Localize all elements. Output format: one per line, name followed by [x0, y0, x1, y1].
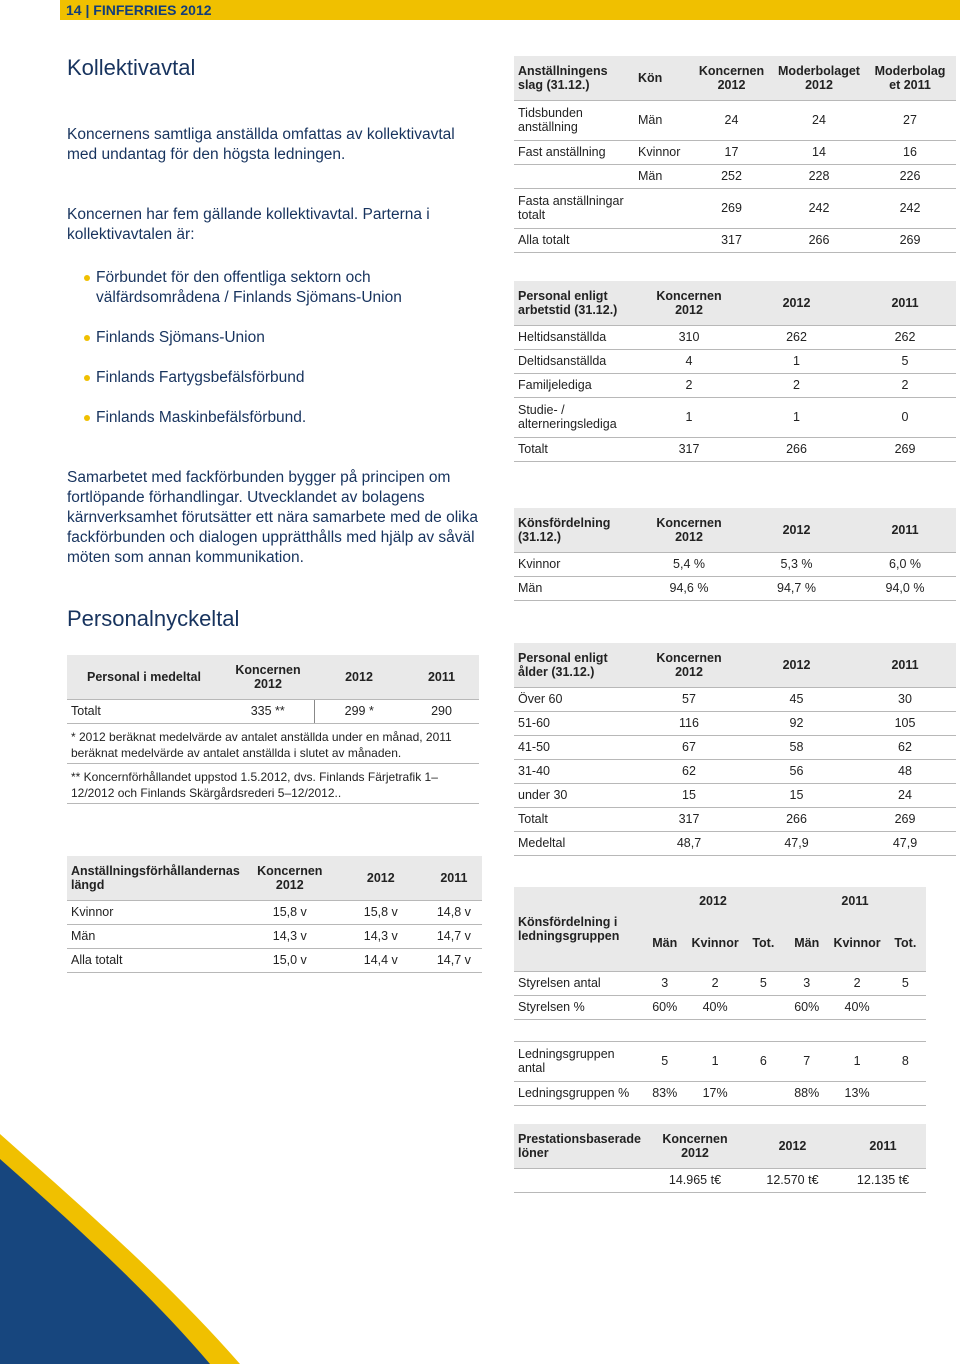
- cell: 14: [774, 140, 864, 164]
- cell: 27: [864, 100, 956, 140]
- cell: [743, 995, 784, 1019]
- cell: Totalt: [67, 699, 222, 723]
- cell: 317: [689, 228, 774, 252]
- cell: 14,3 v: [244, 924, 336, 948]
- cell: 226: [864, 164, 956, 188]
- cell: 242: [774, 188, 864, 228]
- cell: 242: [864, 188, 956, 228]
- cell: 24: [774, 100, 864, 140]
- cell: 0: [854, 397, 956, 437]
- table-header: [514, 643, 956, 687]
- cell: 60%: [642, 995, 687, 1019]
- cell: 60%: [784, 995, 829, 1019]
- table-header: [514, 56, 956, 100]
- table-row: [514, 1081, 926, 1105]
- cell: [634, 188, 689, 228]
- table-row: [67, 924, 482, 948]
- table-prestationsbaserade-loner: [514, 1124, 926, 1193]
- table-row: [67, 900, 482, 924]
- cell: Män: [634, 100, 689, 140]
- cell: 14,4 v: [336, 948, 426, 972]
- cell: Styrelsen %: [514, 995, 642, 1019]
- cell: 15: [639, 783, 739, 807]
- cell: 56: [739, 759, 854, 783]
- header-cell: 2012: [642, 887, 784, 915]
- cell: Män: [67, 924, 244, 948]
- footnote-1: * 2012 beräknat medelvärde av antalet anställda under en månad, 2011 beräknat medelvärde av antalet anställda i slutet av månaden.: [67, 723, 479, 763]
- table-row: [514, 576, 956, 600]
- cell: 1: [829, 1041, 884, 1081]
- cell: 1: [739, 397, 854, 437]
- table-row: [514, 228, 956, 252]
- header-cell: 2011: [854, 643, 956, 687]
- cell: Kvinnor: [67, 900, 244, 924]
- header-cell: Tot.: [743, 915, 784, 971]
- cell: 269: [854, 807, 956, 831]
- table-row: [514, 995, 926, 1019]
- header-cell: Personal enligt ålder (31.12.): [514, 643, 639, 687]
- cell: 92: [739, 711, 854, 735]
- header-cell: Koncernen 2012: [689, 56, 774, 100]
- cell: 3: [784, 971, 829, 995]
- table-row: [67, 763, 479, 803]
- cell: 17: [689, 140, 774, 164]
- table-header: [514, 281, 956, 325]
- cell: Kvinnor: [634, 140, 689, 164]
- header-cell: Koncernen 2012: [639, 508, 739, 552]
- cell: 14,3 v: [336, 924, 426, 948]
- table-header: [514, 887, 926, 915]
- cell: under 30: [514, 783, 639, 807]
- cell: 5: [642, 1041, 687, 1081]
- table-anstallningens-slag: [514, 56, 956, 253]
- cell: 228: [774, 164, 864, 188]
- spacer-cell: [514, 1019, 926, 1041]
- cell: 15: [739, 783, 854, 807]
- header-cell: Kvinnor: [829, 915, 884, 971]
- paragraph-1: Koncernens samtliga anställda omfattas av kollektivavtal med undantag för den högsta ledningen.: [67, 126, 455, 163]
- cell: Styrelsen antal: [514, 971, 642, 995]
- cell: 94,0 %: [854, 576, 956, 600]
- section-title-kollektivavtal: Kollektivavtal: [67, 55, 196, 80]
- cell: 14,8 v: [426, 900, 482, 924]
- header-cell: 2011: [854, 508, 956, 552]
- paragraph-3: Samarbetet med fackförbunden bygger på principen om fortlöpande förhandlingar. Utvecklandet av bolagens kärnverksamhet förutsätter ett nära samarbete med de olika fackförbunden och dialogen upprätthålls med hjälp av såväl möten som annan kommunikation.: [67, 469, 478, 566]
- cell: Studie- / alterneringslediga: [514, 397, 639, 437]
- cell: 8: [885, 1041, 926, 1081]
- cell: 62: [639, 759, 739, 783]
- header-cell: Anställningsförhållandernas längd: [67, 856, 244, 900]
- cell: 290: [404, 699, 479, 723]
- cell: 48,7: [639, 831, 739, 855]
- list-item: Finlands Fartygsbefälsförbund: [84, 368, 484, 388]
- cell: Medeltal: [514, 831, 639, 855]
- cell: 262: [854, 325, 956, 349]
- cell: Alla totalt: [67, 948, 244, 972]
- table-row: [514, 783, 956, 807]
- cell: 88%: [784, 1081, 829, 1105]
- cell: 1: [687, 1041, 742, 1081]
- cell: 24: [854, 783, 956, 807]
- cell: [514, 164, 634, 188]
- cell: Män: [634, 164, 689, 188]
- table-row: [514, 735, 956, 759]
- header-cell: Könsfördelning i ledningsgruppen: [514, 887, 642, 971]
- section-title-personalnyckeltal: Personalnyckeltal: [67, 606, 240, 631]
- union-list: [84, 268, 484, 448]
- list-item: Finlands Sjömans-Union: [84, 328, 484, 348]
- cell: 62: [854, 735, 956, 759]
- header-cell: Kön: [634, 56, 689, 100]
- cell: 5: [885, 971, 926, 995]
- header-cell: Moderbolag et 2011: [864, 56, 956, 100]
- header-cell: Personal i medeltal: [67, 655, 222, 699]
- cell: 47,9: [854, 831, 956, 855]
- header-cell: Tot.: [885, 915, 926, 971]
- table-row: [514, 373, 956, 397]
- cell: 7: [784, 1041, 829, 1081]
- table-ledningsgruppen: [514, 887, 926, 1106]
- cell: 57: [639, 687, 739, 711]
- cell: 5,4 %: [639, 552, 739, 576]
- cell: 269: [854, 437, 956, 461]
- cell: 262: [739, 325, 854, 349]
- table-spacer: [514, 1019, 926, 1041]
- cell: 15,8 v: [244, 900, 336, 924]
- corner-decoration: [0, 984, 240, 1364]
- cell: Ledningsgruppen %: [514, 1081, 642, 1105]
- cell: 116: [639, 711, 739, 735]
- cell: 2: [739, 373, 854, 397]
- cell: 94,6 %: [639, 576, 739, 600]
- cell: [743, 1081, 784, 1105]
- cell: 17%: [687, 1081, 742, 1105]
- cell: 40%: [829, 995, 884, 1019]
- table-row: [67, 723, 479, 763]
- table-row: [514, 831, 956, 855]
- cell: 94,7 %: [739, 576, 854, 600]
- cell: 48: [854, 759, 956, 783]
- table-konsfordelning: [514, 508, 956, 601]
- header-cell: Koncernen 2012: [639, 281, 739, 325]
- cell: [634, 228, 689, 252]
- cell: Familjelediga: [514, 373, 639, 397]
- cell: 13%: [829, 1081, 884, 1105]
- table-row: [514, 437, 956, 461]
- cell: 1: [639, 397, 739, 437]
- table-personal-alder: [514, 643, 956, 856]
- cell: Fasta anställningar totalt: [514, 188, 634, 228]
- cell: 5: [743, 971, 784, 995]
- cell: 266: [739, 437, 854, 461]
- header-cell: Koncernen 2012: [639, 643, 739, 687]
- cell: 58: [739, 735, 854, 759]
- cell: 12.570 t€: [745, 1168, 840, 1192]
- header-cell: 2012: [745, 1124, 840, 1168]
- page-header: [0, 0, 960, 20]
- cell: 67: [639, 735, 739, 759]
- table-row: [514, 552, 956, 576]
- cell: 3: [642, 971, 687, 995]
- header-cell: 2011: [784, 887, 926, 915]
- table-row: [514, 188, 956, 228]
- cell: Totalt: [514, 807, 639, 831]
- cell: 45: [739, 687, 854, 711]
- table-row: [514, 971, 926, 995]
- cell: 266: [739, 807, 854, 831]
- header-cell: Könsfördelning (31.12.): [514, 508, 639, 552]
- header-cell: Moderbolaget 2012: [774, 56, 864, 100]
- table-header: [67, 856, 482, 900]
- cell: 14.965 t€: [645, 1168, 745, 1192]
- header-cell: Anställningens slag (31.12.): [514, 56, 634, 100]
- header-cell: 2011: [840, 1124, 926, 1168]
- cell: 335 **: [222, 699, 314, 723]
- cell: 30: [854, 687, 956, 711]
- cell: [885, 1081, 926, 1105]
- table-row: [514, 687, 956, 711]
- cell: 40%: [687, 995, 742, 1019]
- cell: 15,8 v: [336, 900, 426, 924]
- cell: Deltidsanställda: [514, 349, 639, 373]
- header-cell: 2011: [854, 281, 956, 325]
- table-row: [514, 100, 956, 140]
- header-cell: Koncernen 2012: [244, 856, 336, 900]
- table-header: [514, 508, 956, 552]
- cell: 105: [854, 711, 956, 735]
- cell: 317: [639, 437, 739, 461]
- cell: Män: [514, 576, 639, 600]
- table-personal-medeltal: [67, 655, 479, 804]
- cell: 5: [854, 349, 956, 373]
- cell: 252: [689, 164, 774, 188]
- header-cell: 2012: [314, 655, 404, 699]
- table-row: [514, 711, 956, 735]
- table-row: [514, 759, 956, 783]
- cell: 16: [864, 140, 956, 164]
- cell: Alla totalt: [514, 228, 634, 252]
- cell: Ledningsgruppen antal: [514, 1041, 642, 1081]
- cell: 41-50: [514, 735, 639, 759]
- cell: 5,3 %: [739, 552, 854, 576]
- cell: 269: [864, 228, 956, 252]
- cell: 2: [829, 971, 884, 995]
- header-cell: Koncernen 2012: [222, 655, 314, 699]
- header-cell: 2012: [739, 643, 854, 687]
- cell: 4: [639, 349, 739, 373]
- header-cell: Män: [642, 915, 687, 971]
- cell: 299 *: [314, 699, 404, 723]
- table-row: [514, 1168, 926, 1192]
- page-number-title: 14 | FINFERRIES 2012: [66, 2, 212, 18]
- table-row: [514, 349, 956, 373]
- paragraph-2: Koncernen har fem gällande kollektivavtal. Parterna i kollektivavtalen är:: [67, 206, 430, 243]
- list-item: Finlands Maskinbefälsförbund.: [84, 408, 484, 428]
- header-cell: Personal enligt arbetstid (31.12.): [514, 281, 639, 325]
- cell: Totalt: [514, 437, 639, 461]
- cell: Över 60: [514, 687, 639, 711]
- table-row: [67, 948, 482, 972]
- cell: 6,0 %: [854, 552, 956, 576]
- cell: 31-40: [514, 759, 639, 783]
- table-row: [514, 164, 956, 188]
- header-cell: Prestationsbaserade löner: [514, 1124, 645, 1168]
- cell: 269: [689, 188, 774, 228]
- header-cell: 2011: [404, 655, 479, 699]
- cell: 2: [687, 971, 742, 995]
- header-cell: Män: [784, 915, 829, 971]
- table-header: [67, 655, 479, 699]
- cell: 317: [639, 807, 739, 831]
- header-cell: 2012: [336, 856, 426, 900]
- table-personal-arbetstid: [514, 281, 956, 462]
- header-cell: Kvinnor: [687, 915, 742, 971]
- header-cell: 2012: [739, 508, 854, 552]
- table-header: [514, 1124, 926, 1168]
- table-anstallning-langd: [67, 856, 482, 973]
- cell: [514, 1168, 645, 1192]
- header-cell: Koncernen 2012: [645, 1124, 745, 1168]
- cell: 14,7 v: [426, 948, 482, 972]
- cell: 12.135 t€: [840, 1168, 926, 1192]
- cell: Tidsbunden anställning: [514, 100, 634, 140]
- cell: 83%: [642, 1081, 687, 1105]
- cell: 266: [774, 228, 864, 252]
- cell: 51-60: [514, 711, 639, 735]
- header-cell: 2011: [426, 856, 482, 900]
- list-item: Förbundet för den offentliga sektorn och välfärdsområdena / Finlands Sjömans-Union: [84, 268, 484, 308]
- cell: 310: [639, 325, 739, 349]
- cell: [885, 995, 926, 1019]
- cell: Heltidsanställda: [514, 325, 639, 349]
- cell: 2: [854, 373, 956, 397]
- table-row: [514, 807, 956, 831]
- footnote-2: ** Koncernförhållandet uppstod 1.5.2012, dvs. Finlands Färjetrafik 1–12/2012 och Finlands Skärgårdsrederi 5–12/2012..: [67, 763, 479, 803]
- table-row: [514, 325, 956, 349]
- table-row: [514, 397, 956, 437]
- table-row: [514, 140, 956, 164]
- cell: 15,0 v: [244, 948, 336, 972]
- header-cell: 2012: [739, 281, 854, 325]
- cell: 14,7 v: [426, 924, 482, 948]
- cell: 1: [739, 349, 854, 373]
- table-row: [514, 1041, 926, 1081]
- cell: 2: [639, 373, 739, 397]
- cell: Fast anställning: [514, 140, 634, 164]
- cell: 6: [743, 1041, 784, 1081]
- table-row: [67, 699, 479, 723]
- cell: 47,9: [739, 831, 854, 855]
- cell: Kvinnor: [514, 552, 639, 576]
- cell: 24: [689, 100, 774, 140]
